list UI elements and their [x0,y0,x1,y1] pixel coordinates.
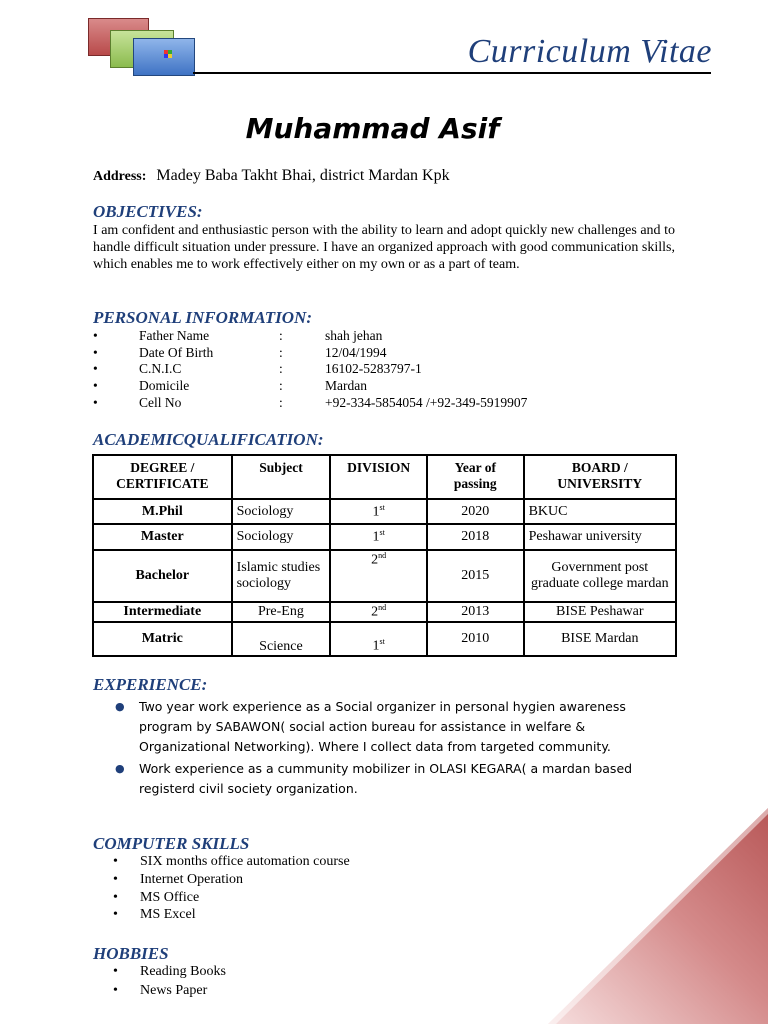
bullet-icon: • [93,328,98,343]
table-row [93,602,676,622]
year-cell: 2018 [427,524,524,550]
board-cell: BISE Mardan [524,622,676,656]
hobbies-heading: HOBBIES [93,944,169,963]
bullet-icon: • [113,983,118,998]
column-header: DEGREE / CERTIFICATE [93,455,232,499]
field-value: 12/04/1994 [325,345,387,360]
colon-separator: : [279,345,283,360]
field-label: Date Of Birth [139,345,214,360]
table-row [93,622,676,656]
page-curl-decoration [548,800,768,1024]
bullet-icon: • [113,964,118,979]
degree-cell: Bachelor [93,550,232,602]
candidate-name: Muhammad Asif [245,112,500,145]
field-value: shah jehan [325,328,383,343]
colon-separator: : [279,395,283,410]
skills-heading: COMPUTER SKILLS [93,834,250,853]
field-label: Father Name [139,328,210,343]
colon-separator: : [279,361,283,376]
bullet-icon: • [113,872,118,887]
skill-text: SIX months office automation course [140,854,350,869]
field-label: Cell No [139,395,182,410]
column-header: Year of passing [427,455,524,499]
subject-cell: Sociology [232,524,331,550]
year-cell: 2015 [427,550,524,602]
objectives-heading: OBJECTIVES: [93,202,203,221]
subject-cell: Science [232,622,331,656]
field-value: 16102-5283797-1 [325,361,422,376]
colon-separator: : [279,328,283,343]
bullet-icon: • [93,378,98,393]
table-row [93,524,676,550]
subject-cell: Islamic studies sociology [232,550,331,602]
experience-text: Work experience as a cummunity mobilizer in OLASI KEGARA( a mardan based registerd civil society organization. [139,761,633,796]
division-cell: 1st [330,499,427,524]
hobby-text: Reading Books [140,964,226,979]
field-label: Domicile [139,378,190,393]
table-row [93,499,676,524]
table-row [93,550,676,602]
degree-cell: Master [93,524,232,550]
objectives-text: I am confident and enthusiastic person with the ability to learn and adopt quickly new challenges and to handle difficult situation under pressure. I have an organized approach with good communication skills, which enables me to work effectively either on my own or as a part of team. [93,223,675,272]
board-cell: Peshawar university [524,524,676,550]
academic-heading: ACADEMICQUALIFICATION: [93,430,324,449]
address-line [93,167,450,185]
bullet-icon: • [93,345,98,360]
table-header-row [93,455,676,499]
hobby-text: News Paper [140,983,208,998]
bullet-icon: ● [115,700,125,713]
board-cell: BKUC [524,499,676,524]
bullet-icon: • [113,854,118,869]
degree-cell: Matric [93,622,232,656]
field-value: +92-334-5854054 /+92-349-5919907 [325,395,528,410]
header-divider [193,72,711,74]
board-cell: BISE Peshawar [524,602,676,622]
division-cell: 2nd [330,602,427,622]
address-label: Address: [93,169,147,184]
subject-cell: Sociology [232,499,331,524]
degree-cell: Intermediate [93,602,232,622]
bullet-icon: • [93,395,98,410]
skill-text: MS Office [140,890,200,905]
skill-text: Internet Operation [140,872,244,887]
column-header: DIVISION [330,455,427,499]
field-value: Mardan [325,378,367,393]
board-cell: Government post graduate college mardan [524,550,676,602]
document-title: Curriculum Vitae [467,33,712,70]
personal-info-heading: PERSONAL INFORMATION: [93,308,312,327]
experience-heading: EXPERIENCE: [93,675,208,694]
degree-cell: M.Phil [93,499,232,524]
bullet-icon: ● [115,762,125,775]
windows-flag-icon [164,50,172,58]
colon-separator: : [279,378,283,393]
year-cell: 2020 [427,499,524,524]
column-header: Subject [232,455,331,499]
year-cell: 2013 [427,602,524,622]
experience-text: Two year work experience as a Social organizer in personal hygien awareness program by SABAWON( social action bureau for assistance in welfare & Organizational Networking). Where I collect data from targeted community. [139,699,626,754]
bullet-icon: • [93,361,98,376]
division-cell: 1st [330,622,427,656]
address-value: Madey Baba Takht Bhai, district Mardan Kpk [156,167,450,184]
field-label: C.N.I.C [139,361,182,376]
division-cell: 1st [330,524,427,550]
subject-cell: Pre-Eng [232,602,331,622]
column-header: BOARD / UNIVERSITY [524,455,676,499]
academic-table [92,454,677,657]
bullet-icon: • [113,890,118,905]
division-cell: 2nd [330,550,427,602]
bullet-icon: • [113,907,118,922]
year-cell: 2010 [427,622,524,656]
skill-text: MS Excel [140,907,196,922]
